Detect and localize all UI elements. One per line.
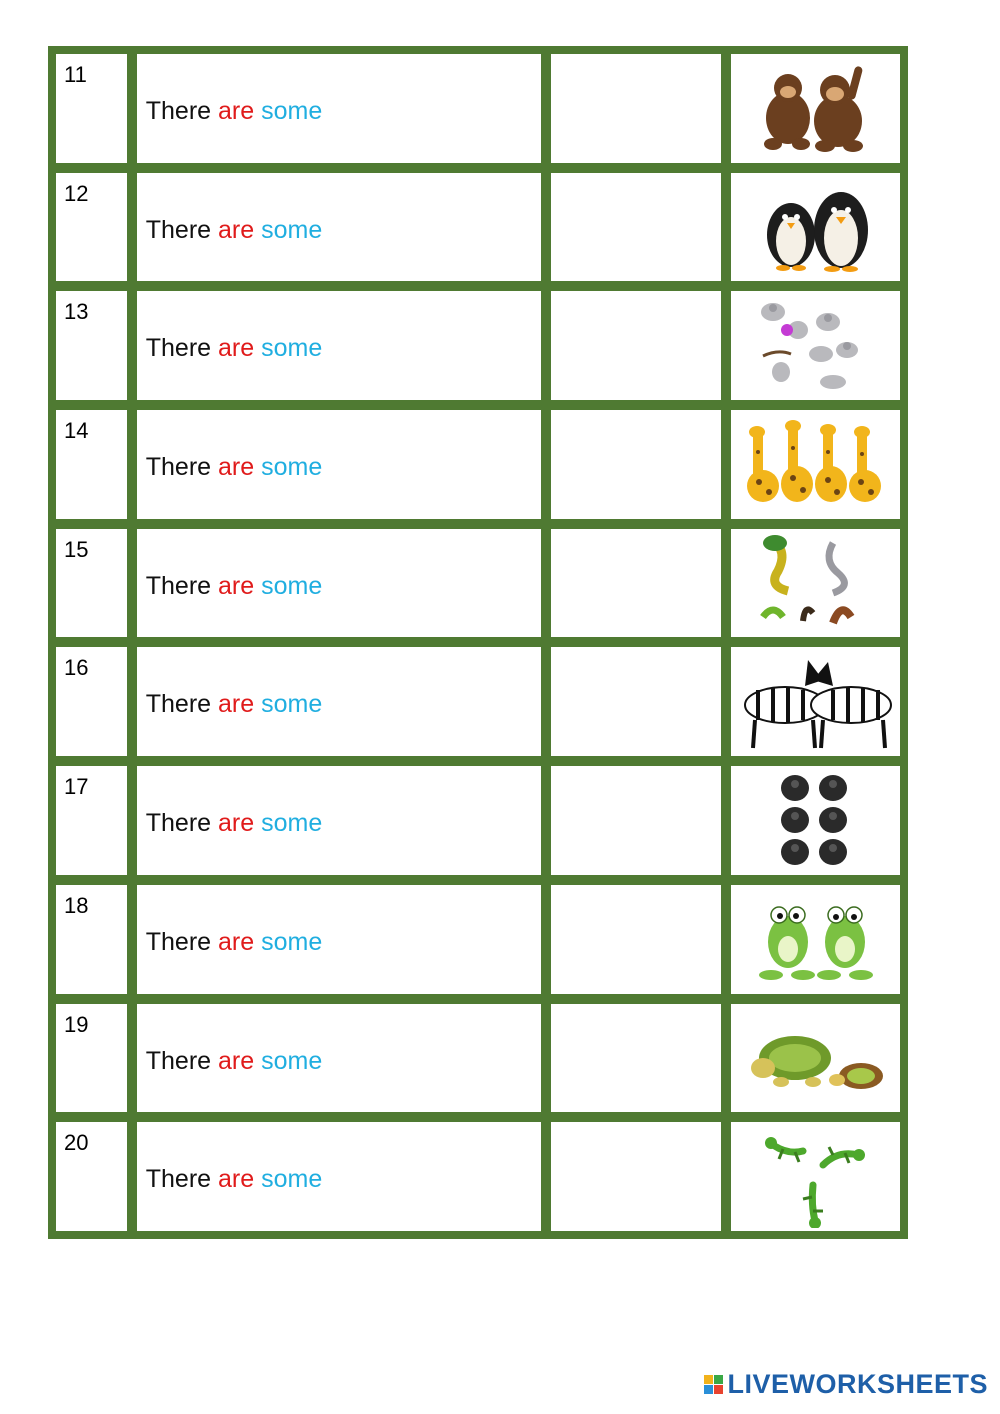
sentence-cell: [135, 527, 544, 640]
word-are: are: [218, 571, 255, 600]
word-some: some: [261, 1165, 323, 1194]
picture-cell: [729, 764, 902, 877]
table-row: [51, 880, 905, 999]
word-some: some: [261, 809, 323, 838]
snake-pictures: [733, 531, 897, 635]
monkey-pictures: [733, 56, 897, 160]
item-number: 15: [64, 536, 89, 562]
word-are: are: [218, 1046, 255, 1075]
answer-cell[interactable]: [549, 171, 722, 284]
sentence-cell: [135, 883, 544, 996]
number-cell: [54, 527, 129, 640]
sentence: [146, 334, 323, 363]
answer-cell[interactable]: [549, 1120, 722, 1233]
number-cell: [54, 883, 129, 996]
word-there: There: [145, 453, 212, 482]
word-there: There: [145, 334, 212, 363]
number-cell: [54, 645, 129, 758]
giraffe-pictures: [733, 412, 897, 516]
answer-cell[interactable]: [549, 408, 722, 521]
lizard-pictures: [733, 1125, 897, 1229]
word-are: are: [218, 453, 255, 482]
item-number: 11: [64, 62, 87, 87]
number-cell: [54, 764, 129, 877]
answer-input[interactable]: [551, 410, 724, 521]
brand-name: LIVEWORKSHEETS: [727, 1369, 988, 1399]
answer-input[interactable]: [551, 1004, 724, 1115]
word-are: are: [218, 690, 255, 719]
sentence-cell: [135, 408, 544, 521]
answer-input[interactable]: [551, 766, 724, 877]
number-cell: [54, 52, 129, 165]
elephant-pictures: [733, 294, 897, 398]
picture-cell: [729, 52, 902, 165]
item-number: 17: [64, 774, 89, 800]
sentence-cell: [135, 1002, 544, 1115]
word-are: are: [218, 927, 255, 956]
liveworksheets-brand: [704, 1369, 988, 1400]
turtle-pictures: [733, 1006, 897, 1110]
item-number: 20: [64, 1130, 89, 1156]
answer-cell[interactable]: [549, 527, 722, 640]
word-are: are: [218, 97, 255, 125]
item-number: 13: [64, 299, 89, 325]
answer-cell[interactable]: [549, 289, 722, 402]
answer-cell[interactable]: [549, 1002, 722, 1115]
number-cell: [54, 171, 129, 284]
answer-input[interactable]: [551, 1122, 724, 1233]
picture-cell: [729, 408, 902, 521]
word-there: There: [145, 1046, 212, 1075]
sentence: [146, 1047, 323, 1076]
picture-cell: [729, 171, 902, 284]
sentence: [146, 97, 323, 126]
table-row: [51, 168, 905, 287]
number-cell: [54, 408, 129, 521]
zebra-pictures: [733, 650, 897, 754]
word-there: There: [145, 571, 212, 600]
word-are: are: [218, 809, 255, 838]
answer-input[interactable]: [551, 885, 724, 996]
sentence: [146, 928, 323, 957]
picture-cell: [729, 289, 902, 402]
answer-cell[interactable]: [549, 883, 722, 996]
worksheet-table: [48, 46, 908, 1239]
liveworksheets-logo-icon: [704, 1375, 723, 1394]
sentence: [146, 690, 323, 719]
word-there: There: [145, 809, 212, 838]
item-number: 12: [64, 180, 89, 206]
word-there: There: [145, 1165, 212, 1194]
picture-cell: [729, 1120, 902, 1233]
word-some: some: [261, 97, 323, 125]
answer-cell[interactable]: [549, 764, 722, 877]
table-row: [51, 642, 905, 761]
answer-input[interactable]: [551, 529, 724, 640]
table-row: [51, 49, 905, 168]
word-there: There: [145, 927, 212, 956]
sentence-cell: [135, 645, 544, 758]
answer-input[interactable]: [551, 173, 724, 284]
sentence-cell: [135, 52, 544, 165]
word-there: There: [145, 215, 212, 244]
picture-cell: [729, 645, 902, 758]
table-row: [51, 1117, 905, 1236]
penguin-pictures: [733, 175, 897, 279]
answer-input[interactable]: [551, 647, 724, 758]
sentence: [146, 216, 323, 245]
answer-cell[interactable]: [549, 52, 722, 165]
sentence-cell: [135, 764, 544, 877]
word-are: are: [218, 1165, 255, 1194]
sentence: [146, 809, 323, 838]
sentence: [146, 572, 323, 601]
word-are: are: [218, 215, 255, 244]
item-number: 19: [64, 1011, 89, 1037]
number-cell: [54, 1120, 129, 1233]
word-some: some: [261, 690, 323, 719]
answer-input[interactable]: [551, 54, 724, 165]
word-some: some: [261, 215, 323, 244]
word-some: some: [261, 453, 323, 482]
table-row: [51, 761, 905, 880]
word-some: some: [261, 1046, 323, 1075]
word-some: some: [261, 334, 323, 363]
table-row: [51, 524, 905, 643]
picture-cell: [729, 883, 902, 996]
word-some: some: [261, 927, 323, 956]
sentence-cell: [135, 289, 544, 402]
table-row: [51, 405, 905, 524]
word-are: are: [218, 334, 255, 363]
word-there: There: [145, 690, 212, 719]
table-row: [51, 999, 905, 1118]
item-number: 16: [64, 655, 89, 681]
sentence: [146, 1165, 323, 1194]
item-number: 18: [64, 892, 89, 918]
picture-cell: [729, 1002, 902, 1115]
sentence-cell: [135, 1120, 544, 1233]
gorilla-pictures: [733, 768, 897, 872]
number-cell: [54, 1002, 129, 1115]
frog-pictures: [733, 887, 897, 991]
word-there: There: [145, 97, 212, 125]
picture-cell: [729, 527, 902, 640]
sentence: [146, 453, 323, 482]
table-row: [51, 286, 905, 405]
answer-cell[interactable]: [549, 645, 722, 758]
sentence-cell: [135, 171, 544, 284]
answer-input[interactable]: [551, 291, 724, 402]
word-some: some: [261, 571, 323, 600]
item-number: 14: [64, 418, 89, 444]
number-cell: [54, 289, 129, 402]
